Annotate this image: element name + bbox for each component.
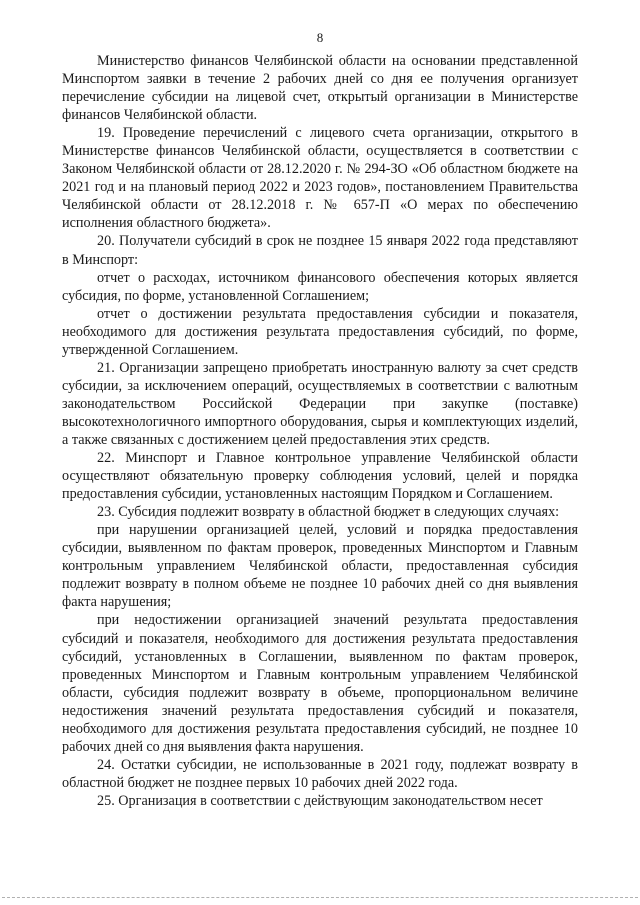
paragraph-20-result-report: отчет о достижении результата предоставления субсидии и показателя, необходимого для достижения результата предоставления субсидий, по форме, утвержденной Соглашением. bbox=[62, 305, 578, 358]
paragraph-25: 25. Организация в соответствии с действующим законодательством несет bbox=[97, 792, 543, 809]
paragraph-20-expense-report: отчет о расходах, источником финансового обеспечения которых является субсидия, по форме, установленной Соглашением; bbox=[62, 269, 578, 304]
page-number: 8 bbox=[316, 30, 324, 45]
paragraph-19: 19. Проведение перечислений с лицевого счета организации, открытого в Министерстве финансов Челябинской области, осуществляется в соответствии с Законом Челябинской области от 28.12.2020 г. № 294-ЗО «Об областном бюджете на 2021 год и на плановый период 2022 и 2023 годов», постановлением Правительства Челябинской области от 28.12.2018 г. № 657-П «О мерах по обеспечению исполнения областного бюджета». bbox=[62, 125, 578, 232]
paragraph-ministry-transfer: Министерство финансов Челябинской области на основании представленной Минспортом заявки в течение 2 рабочих дней со дня ее получения организует перечисление субсидии на лицевой счет, открытый организации в Министерстве финансов Челябинской области. bbox=[62, 53, 578, 124]
document-body bbox=[62, 52, 578, 810]
page-bottom-edge bbox=[2, 897, 638, 898]
paragraph-24: 24. Остатки субсидии, не использованные в 2021 году, подлежат возврату в областной бюджет не позднее первых 10 рабочих дней 2022 года. bbox=[62, 756, 578, 791]
paragraph-20: 20. Получатели субсидий в срок не позднее 15 января 2022 года представляют в Минспорт: bbox=[62, 233, 578, 268]
paragraph-23-non-achievement: при недостижении организацией значений результата предоставления субсидий и показателя, необходимого для достижения результата предоставления субсидий, установленных в Соглашении, выявленном по фактам проверок, проведенных Минспортом и Главным контрольным управлением Челябинской области, субсидия подлежит возврату в объеме, пропорциональном величине недостижения значений результата предоставления субсидий и показателя, необходимого для достижения результата предоставления субсидий, не позднее 10 рабочих дней со дня выявления факта нарушения. bbox=[62, 612, 578, 755]
paragraph-21: 21. Организации запрещено приобретать иностранную валюту за счет средств субсидии, за исключением операций, осуществляемых в соответствии с валютным законодательством Российской Федерации при закупке (поставке) высокотехнологичного импортного оборудования, сырья и комплектующих изделий, а также связанных с достижением целей предоставления этих средств. bbox=[62, 359, 578, 448]
paragraph-23-violation: при нарушении организацией целей, условий и порядка предоставления субсидии, выявленном по фактам проверок, проведенных Минспортом и Главным контрольным управлением Челябинской области, предоставленная субсидия подлежит возврату в полном объеме не позднее 10 рабочих дней со дня выявления факта нарушения; bbox=[62, 522, 578, 611]
paragraph-22: 22. Минспорт и Главное контрольное управление Челябинской области осуществляют обязательную проверку соблюдения условий, целей и порядка предоставления субсидии, установленных настоящим Порядком и Соглашением. bbox=[62, 450, 578, 503]
paragraph-23: 23. Субсидия подлежит возврату в областной бюджет в следующих случаях: bbox=[97, 504, 560, 521]
